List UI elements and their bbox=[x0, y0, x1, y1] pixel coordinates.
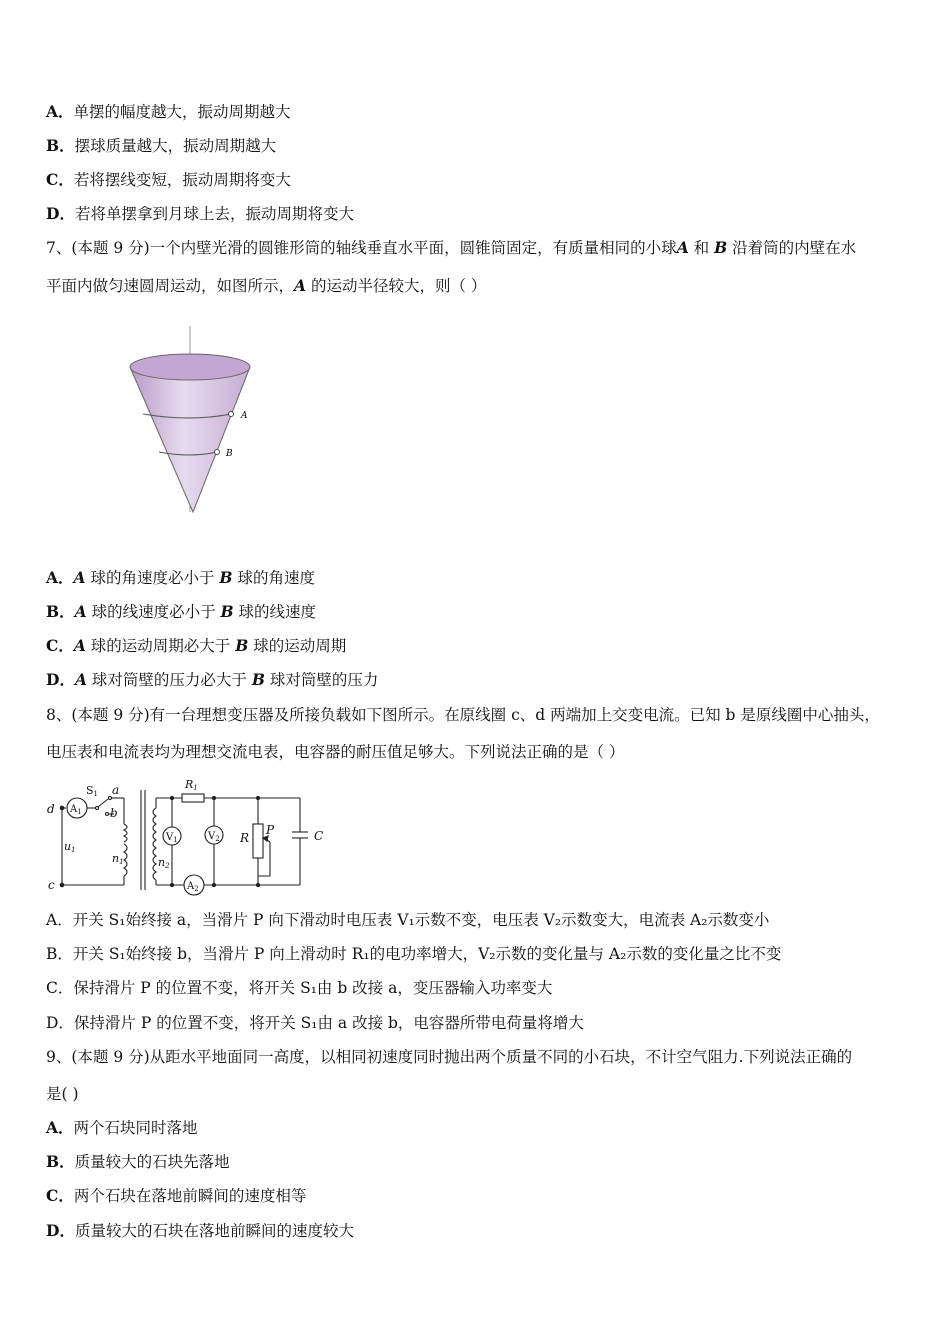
label-u1: u1 bbox=[64, 840, 76, 854]
q8-option-b: B．开关 S₁始终接 b，当滑片 P 向上滑动时 R₁的电功率增大，V₂示数的变化量与 A₂示数的变化量之比不变 bbox=[46, 945, 782, 963]
primary-coil-upper bbox=[124, 824, 127, 842]
q9-option-c: C．两个石块在落地前瞬间的速度相等 bbox=[46, 1186, 307, 1205]
label-p: P bbox=[266, 823, 275, 837]
switch-s1 bbox=[98, 799, 108, 807]
q7-option-d: D．A 球对筒壁的压力必大于 B 球对筒壁的压力 bbox=[46, 670, 379, 689]
ball-a bbox=[229, 412, 234, 417]
q9-option-a: A．两个石块同时落地 bbox=[46, 1118, 198, 1137]
slider-p bbox=[258, 838, 270, 876]
label-c: c bbox=[48, 878, 55, 892]
q8-stem-line2: 电压表和电流表均为理想交流电表，电容器的耐压值足够大。下列说法正确的是（ ） bbox=[46, 743, 625, 761]
label-n2: n2 bbox=[158, 856, 170, 870]
q8-option-d: D．保持滑片 P 的位置不变，将开关 S₁由 a 改接 b，电容器所带电荷量将增大 bbox=[46, 1014, 584, 1032]
q8-stem-line1: 8、(本题 9 分)有一台理想变压器及所接负载如下图所示。在原线圈 c、d 两端加上交变电流。已知 b 是原线圈中心抽头， bbox=[46, 706, 880, 724]
q6-option-d: D．若将单摆拿到月球上去，振动周期将变大 bbox=[46, 204, 354, 223]
label-capacitor: C bbox=[314, 829, 324, 843]
label-r1: R1 bbox=[185, 778, 198, 792]
label-b: b bbox=[110, 806, 118, 820]
label-a: a bbox=[112, 783, 120, 797]
q8-option-a: A．开关 S₁始终接 a，当滑片 P 向下滑动时电压表 V₁示数不变，电压表 V₂示数变大，电流表 A₂示数变小 bbox=[46, 911, 770, 929]
rheostat-r bbox=[253, 824, 263, 858]
primary-coil-lower bbox=[124, 844, 127, 876]
cone-body bbox=[130, 367, 250, 512]
label-b: B bbox=[226, 449, 233, 459]
label-n1: n1 bbox=[112, 852, 124, 866]
q8-option-c: C．保持滑片 P 的位置不变，将开关 S₁由 b 改接 a，变压器输入功率变大 bbox=[46, 979, 553, 997]
label-s1: S1 bbox=[86, 784, 99, 798]
label-a1: $A_1$ bbox=[70, 804, 82, 816]
label-v2: $V_2$ bbox=[208, 831, 220, 843]
ball-b bbox=[215, 450, 220, 455]
label-d: d bbox=[47, 802, 55, 816]
label-v1: $V_1$ bbox=[166, 832, 178, 844]
q6-option-c: C．若将摆线变短，振动周期将变大 bbox=[46, 170, 291, 189]
q7-option-c: C．A 球的运动周期必大于 B 球的运动周期 bbox=[46, 636, 347, 655]
q9-stem-line2: 是( ) bbox=[46, 1085, 79, 1103]
label-r: R bbox=[240, 831, 250, 845]
cone-figure bbox=[120, 322, 270, 522]
resistor-r1 bbox=[182, 794, 204, 802]
q7-option-b: B．A 球的线速度必小于 B 球的线速度 bbox=[46, 602, 317, 621]
transformer-circuit-figure bbox=[44, 772, 344, 898]
q7-option-a: A．A 球的角速度必小于 B 球的角速度 bbox=[46, 568, 315, 587]
label-a2: $A_2$ bbox=[187, 881, 199, 893]
q6-option-b: B．摆球质量越大，振动周期越大 bbox=[46, 136, 277, 155]
cone-top-ellipse bbox=[130, 354, 250, 380]
q7-stem-line1: 7、(本题 9 分)一个内壁光滑的圆锥形筒的轴线垂直水平面，圆锥筒固定，有质量相同的小球A 和 B 沿着筒的内壁在水 bbox=[46, 238, 857, 257]
q9-stem-line1: 9、(本题 9 分)从距水平地面同一高度，以相同初速度同时抛出两个质量不同的小石块，不计空气阻力.下列说法正确的 bbox=[46, 1048, 853, 1066]
secondary-coil bbox=[153, 808, 156, 880]
label-a: A bbox=[241, 411, 248, 421]
q9-option-b: B．质量较大的石块先落地 bbox=[46, 1152, 230, 1171]
q9-option-d: D．质量较大的石块在落地前瞬间的速度较大 bbox=[46, 1221, 354, 1240]
q6-option-a: A．单摆的幅度越大，振动周期越大 bbox=[46, 102, 291, 121]
q7-stem-line2: 平面内做匀速圆周运动，如图所示，A 的运动半径较大，则（ ） bbox=[46, 276, 487, 295]
